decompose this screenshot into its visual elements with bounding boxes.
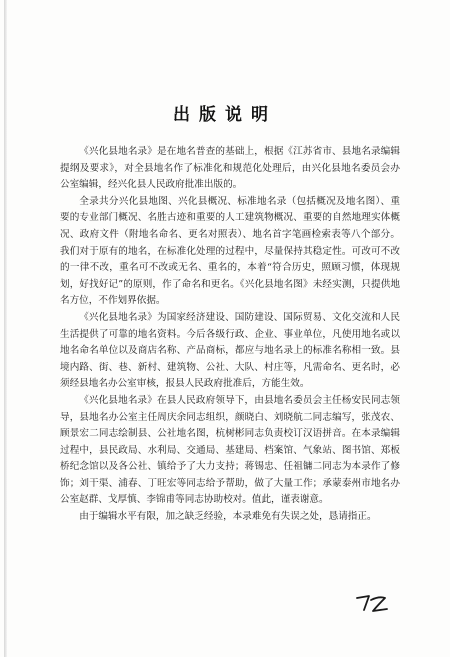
paragraph-usage: 《兴化县地名录》为国家经济建设、国防建设、国际贸易、文化交流和人民生活提供了可靠的地名资料。今后各级行政、企业、事业单位，凡使用地名或以地名命名单位以及商店名称、产品商标，都应与地名录上的标准名称相一致。县境内路、街、巷、新村、建筑物、公社、大队、村庄等，凡需命名、更名时，必须经县地名办公室审核，报县人民政府批准后，方能生效。 [60,311,400,390]
body-text [60,144,400,526]
paragraph-contents: 全录共分兴化县地图、兴化县概况、标准地名录（包括概况及地名图）、重要的专业部门概况、名胜古迹和重要的人工建筑物概况、重要的自然地理实体概况、政府文件（附地名命名、更名对照表）、地名首字笔画检索表等八个部分。我们对于原有的地名，在标准化处理的过程中，尽量保持其稳定性。可改可不改的一律不改，重名可不改或无名、重名的，本着“符合历史，照顾习惯，体现规划，好找好记”的原则，作了命名和更名。《兴化县地名图》未经实测，只提供地名方位，不作划界依据。 [60,195,400,307]
paragraph-intro: 《兴化县地名录》是在地名普查的基础上，根据《江苏省市、县地名录编辑提纲及要求》，对全县地名作了标准化和规范化处理后，由兴化县地名委员会办公室编辑，经兴化县人民政府批准出版的。 [60,146,400,191]
handwritten-signature-icon [355,592,391,614]
scan-edge-shadow [4,0,7,657]
page-title: 出版说明 [173,105,277,125]
paragraph-closing: 由于编辑水平有限，加之缺乏经验，本录难免有失误之处，恳请指正。 [79,511,377,523]
paragraph-acknowledgements: 《兴化县地名录》在县人民政府领导下，由县地名委员会主任杨安民同志领导，县地名办公室主任周庆余同志组织，颜晓白、刘晓航二同志编写，张茂农、顾景宏二同志绘制县、公社地名图，杭树彬同志负责校订汉语拼音。在本录编辑过程中，县民政局、水利局、交通局、基建局、档案馆、气象站、图书馆、郑板桥纪念馆以及各公社、镇给予了大力支持；蒋锡忠、任祖镛二同志为本录作了修饰；刘干渠、浦春、丁旺宏等同志给予帮助，做了大量工作；承蒙泰州市地名办公室赵群、戈厚慎、李锦甫等同志协助校对。值此，谨表谢意。 [60,394,400,506]
